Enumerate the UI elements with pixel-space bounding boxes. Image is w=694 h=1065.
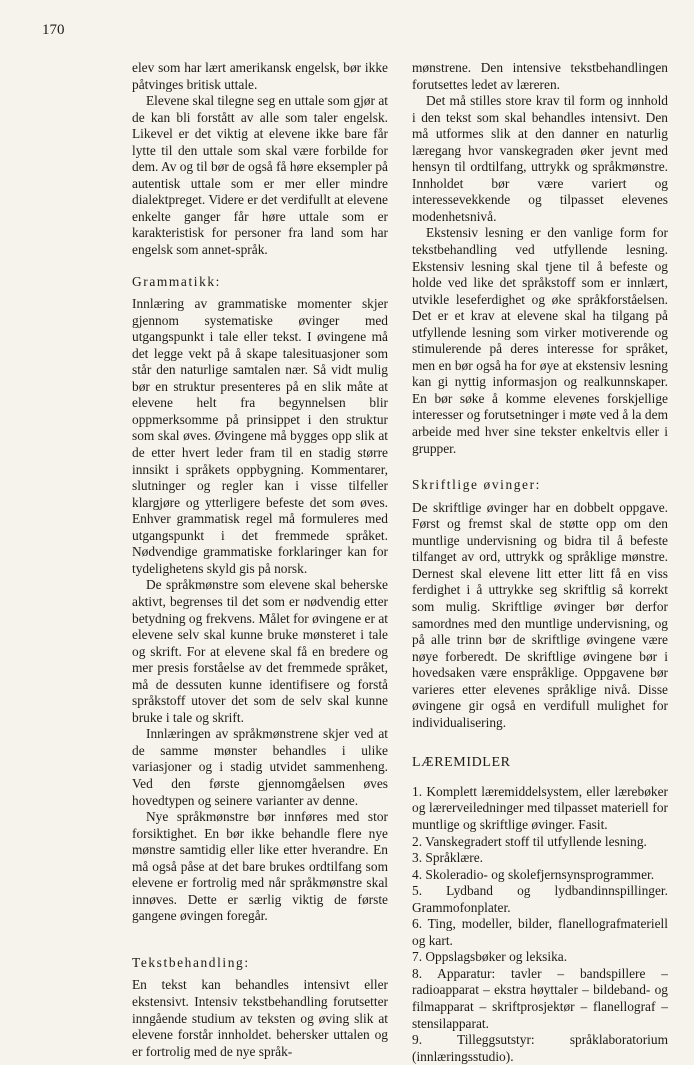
paragraph: Nye språkmønstre bør innføres med stor forsiktighet. En bør ikke behandle flere nye mønstre samtidig eller like etter hverandre. En må også påse at det bare brukes ordtilfang som elevene er fortrolig med når språkmønstre skal innøves. Dette er særlig viktig de første gangene øvingen foregår. (132, 809, 388, 924)
section-heading-laeremidler: LÆREMIDLER (412, 755, 511, 771)
paragraph: Innlæring av grammatiske momenter skjer gjennom systematiske øvinger med utgangspunkt i tale eller tekst. I øvingene må det legge vekt på å skape talesituasjoner som står den naturlige samtalen nær. Så vidt mulig bør en struktur presenteres på en slik måte at elevene helt fra begynnelsen blir oppmerksomme på prinsippet i den struktur som skal øves. Øvingene må bygges opp slik at de etter hvert leder fram til en stadig større innsikt i språkets oppbygning. Kommentarer, slutninger og regler kan i visse tilfeller klargjøre og ytterligere befeste det som øves. Enhver grammatisk regel må formuleres med utgangspunkt i det fremmede språket. Nødvendige grammatiske forklaringer kan for tydelighetens skyld gis på norsk. (132, 296, 388, 576)
list-item: 2. Vanskegradert stoff til utfyllende lesning. (412, 833, 647, 849)
list-item: 3. Språklære. (412, 850, 484, 866)
left-column (132, 60, 388, 1060)
page-number: 170 (42, 22, 65, 38)
right-column (412, 60, 668, 1065)
section-heading-grammatikk: Grammatikk: (132, 273, 221, 289)
paragraph: De skriftlige øvinger har en dobbelt oppgave. Først og fremst skal de støtte opp om den muntlige undervisning og bidra til å befeste tilfanget av ord, uttrykk og språklige mønstre. Dernest skal elevene litt etter litt få en viss ferdighet i å uttrykke seg skriftlig så korrekt som mulig. Skriftlige øvinger bør derfor samordnes med den muntlige undervisning, og på alle trinn bør de skriftlige øvingene være nøye forberedt. De skriftlige øvingene bør i hovedsaken være enspråklige. Oppgavene bør varieres etter elevenes språklige nivå. Disse øvingene gir også en verdifull mulighet for individualisering. (412, 499, 668, 730)
list-item: 9. Tilleggsutstyr: språklaboratorium (innlæringsstudio). (412, 1032, 668, 1064)
list-item: 6. Ting, modeller, bilder, flanellografmateriell og kart. (412, 916, 668, 948)
paragraph: Innlæringen av språkmønstrene skjer ved at de samme mønster behandles i ulike variasjoner og i stadig utvidet sammenheng. Ved den første gjennomgåelsen øves hovedtypen og seinere varianter av denne. (132, 726, 388, 808)
list-item: 4. Skoleradio- og skolefjernsynsprogrammer. (412, 866, 655, 882)
list-item: 1. Komplett læremiddelsystem, eller lærebøker og lærerveiledninger med tilpasset materiell for muntlige og skriftlige øvinger. Fasit. (412, 783, 668, 832)
list-item: 7. Oppslagsbøker og leksika. (412, 949, 568, 965)
paragraph: mønstrene. Den intensive tekstbehandlingen forutsettes ledet av læreren. (412, 60, 668, 92)
paragraph: Elevene skal tilegne seg en uttale som gjør at de kan bli forstått av alle som taler engelsk. Likevel er det viktig at elevene ikke bare får lytte til den uttale som skal være forbilde for dem. Av og til bør de også få høre eksempler på autentisk uttale som er mer eller mindre dialektpreget. Videre er det verdifullt at elevene enkelte ganger får høre uttale som er karakteristisk for personer fra land som har engelsk som annet-språk. (132, 93, 388, 258)
paragraph: De språkmønstre som elevene skal beherske aktivt, begrenses til det som er nødvendig etter betydning og frekvens. Målet for øvingene er at elevene selv skal kunne bruke mønsteret i tale og skrift. For at elevene skal få en bredere og mer presis forståelse av det fremmede språket, må de dessuten kunne identifisere og forstå språkstoff utover det som de selv skal kunne bruke i tale og skrift. (132, 577, 388, 725)
paragraph: elev som har lært amerikansk engelsk, bør ikke påtvinges britisk uttale. (132, 60, 388, 92)
paragraph: Det må stilles store krav til form og innhold i den tekst som skal behandles intensivt. Den må utformes slik at den danner en naturlig læregang hvor vanskegraden øker jevnt med hensyn til ordtilfang, uttrykk og språkmønstre. Innholdet bør være variert og interessevekkende og tilpasset elevenes modenhetsnivå. (412, 93, 668, 224)
list-item: 8. Apparatur: tavler – bandspillere – radioapparat – ekstra høyttaler – bildeband- og filmapparat – skriftprosjektør – flanellograf – stensilapparat. (412, 965, 668, 1031)
section-heading-tekstbehandling: Tekstbehandling: (132, 954, 250, 970)
paragraph: Ekstensiv lesning er den vanlige form for tekstbehandling ved utfyllende lesning. Ekstensiv lesning skal tjene til å befeste og holde ved like det språkstoff som er innlært, utvikle leseferdighet og øke språkforståelsen. Det er et krav at elevene skal ha tilgang på utfyllende lesning som virker motiverende og stimulerende på deres interesse for språket, men en bør også ha for øye at ekstensiv lesning kan gi nyttig informasjon og realkunnskaper. En bør søke å komme elevenes forskjellige interesser og forutsetninger i møte ved å la dem arbeide med hver sine tekster enkeltvis eller i grupper. (412, 225, 668, 456)
teaching-materials-list (412, 784, 668, 1065)
list-item: 5. Lydband og lydbandinnspillinger. Grammofonplater. (412, 883, 668, 915)
section-heading-skriftlige: Skriftlige øvinger: (412, 477, 541, 493)
paragraph: En tekst kan behandles intensivt eller ekstensivt. Intensiv tekstbehandling forutsetter inngående studium av teksten og øving slik at elevene forstår innholdet. behersker uttalen og er fortrolig med de nye språk- (132, 977, 388, 1059)
